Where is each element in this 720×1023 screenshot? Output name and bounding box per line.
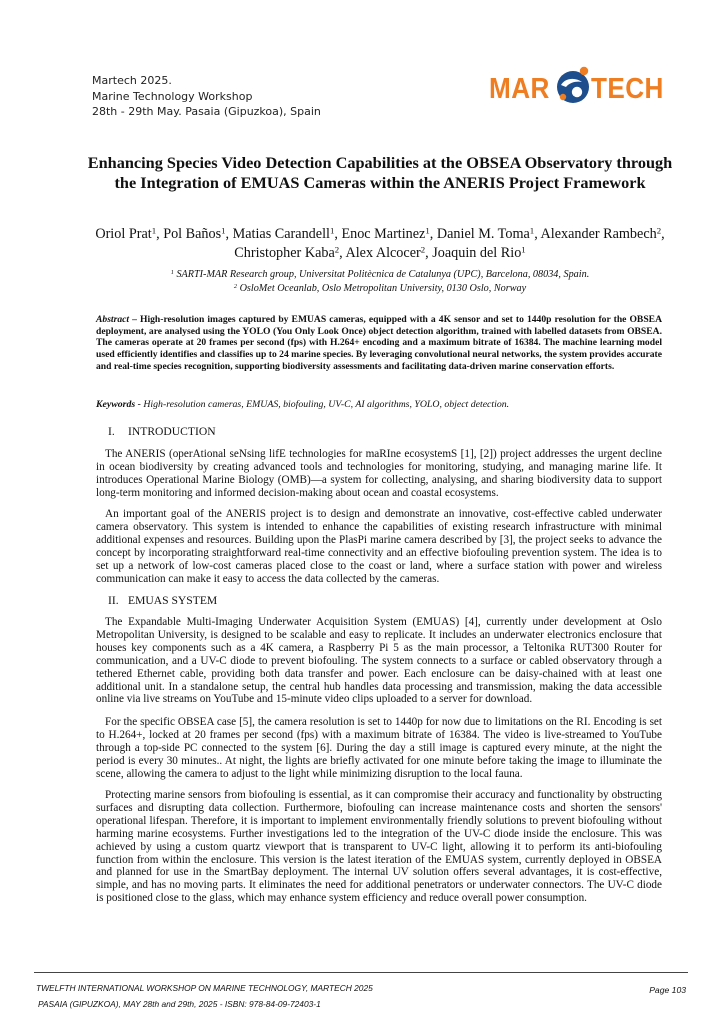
abstract-label: Abstract (96, 314, 130, 325)
conference-header (92, 73, 321, 120)
affiliation-marker: 2 (334, 244, 340, 255)
author-list (80, 225, 680, 263)
author: Joaquin del Rio$^1$ (432, 244, 526, 261)
keywords (96, 399, 662, 411)
author: Matias Carandell$^1$, (232, 225, 342, 242)
affiliation-marker: 1 (329, 225, 335, 236)
affiliation-marker: 1 (521, 244, 526, 255)
abstract (96, 314, 662, 373)
author: Alex Alcocer$^2$, (345, 244, 433, 261)
affiliation-marker: 2 (656, 225, 662, 236)
page-number: Page 103 (649, 985, 686, 995)
paragraph: The Expandable Multi-Imaging Underwater Acquisition System (EMUAS) [4], currently under development at Oslo Metropolitan University, is designed to be scalable and easy to replicate. It includes an underwater electronics enclosure that houses key components such as a 4K camera, a Raspberry Pi 5 as the main processor, a Teltonika RUT300 Router for communication, and a UV-C diode to prevent biofouling. The system connects to a surface or cabled observatory through a tethered Ethernet cable, providing both data transfer and power. Each enclosure can be daisy-chained with at least one additional unit. In a standalone setup, the central hub handles data processing and transmission, making the data accessible online via live streams on YouTube and 15-minute video clips uploaded to a server for download. (96, 616, 662, 706)
abstract-text: – High-resolution images captured by EMUAS cameras, equipped with a 4K sensor and set to 1440p resolution for the OBSEA deployment, are analysed using the YOLO (You Only Look Once) object detection algorithm, trained with labelled datasets from OBSEA. The cameras operate at 20 frames per second (fps) with H.264+ encoding and a maximum bitrate of 16384. The machine learning model used efficiently identifies and classifies up to 24 marine species. By leveraging convolutional neural networks, the system provides accurate and real-time species recognition, supporting biodiversity assessments and facilitating data-driven marine conservation efforts. (96, 314, 662, 372)
conference-name: Martech 2025. (92, 74, 172, 87)
conference-date-location: 28th - 29th May. Pasaia (Gipuzkoa), Spain (92, 105, 321, 118)
author: Enoc Martinez$^1$, (341, 225, 437, 242)
section-heading-introduction: I. INTRODUCTION (108, 425, 216, 438)
affiliation-marker: 1 (151, 225, 157, 236)
martech-logo (488, 64, 666, 110)
workshop-name: Marine Technology Workshop (92, 89, 253, 103)
author: Pol Baños$^1$, (163, 225, 233, 242)
paragraph: An important goal of the ANERIS project is to design and demonstrate an innovative, cost-effective cabled underwater camera observatory. This system is intended to enhance the capabilities of existing research infrastructure with minimal additional expenses and resources. Building upon the PlasPi marine camera described by [3], the project seeks to advance the concept by incorporating straightforward real-time connectivity and an effective biofouling prevention system. The idea is to set up a network of low-cost cameras placed close to the coast or land, where a surface station with power and wireless communication can make it easy to access the data collected by the cameras. (96, 508, 662, 585)
affiliation-marker: 2 (420, 244, 426, 255)
affiliation-marker: 1 (221, 225, 226, 236)
affiliations (80, 268, 680, 296)
affiliation-2: $^2$ OsloMet Oceanlab, Oslo Metropolitan University, 0130 Oslo, Norway (233, 282, 527, 294)
paragraph: For the specific OBSEA case [5], the camera resolution is set to 1440p for now due to limitations on the RI. Encoding is set to H.264+, locked at 20 frames per second (fps) with a maximum bitrate of 16384. The video is live-streamed to YouTube through a top-side PC connected to the system [6]. During the day a still image is captured every minute, at the night the period is every 30 minutes.. At night, the lights are briefly activated for one minute before taking the image to illuminate the scene, allowing the camera to adjust to the light while minimizing disruption to the local fauna. (96, 716, 662, 780)
author: Christopher Kaba$^2$, (234, 244, 346, 261)
paragraph: Protecting marine sensors from biofouling is essential, as it can compromise their accuracy and functionality by obstructing surfaces and disrupting data collection. Furthermore, biofouling can increase maintenance costs and shorten the sensors' operational lifespan. Therefore, it is important to implement environmentally friendly solutions to prevent biofouling without harming marine ecosystems. Further investigations led to the integration of the UV-C diode inside the enclosure. This was achieved by using a custom quartz viewport that is transparent to UV-C light, allowing it to perform its anti-biofouling function from within the enclosure. This version is the latest iteration of the EMUAS system, currently deployed in OBSEA and planned for use in the SmartBay deployment. The internal UV solution offers several advantages, it is cost-effective, simple, and has no moving parts. It eliminates the need for additional penetrators or underwater connectors. The UV-C diode is positioned close to the glass, which may enhance system efficiency and reduce overall power consumption. (96, 789, 662, 905)
footer-isbn-line: PASAIA (GIPUZKOA), MAY 28th and 29th, 2025 - ISBN: 978-84-09-72403-1 (38, 999, 321, 1009)
logo-dolphin-icon (555, 65, 591, 105)
footer-divider (34, 972, 688, 973)
logo-right-text: TECH (591, 73, 664, 105)
keywords-text: High-resolution cameras, EMUAS, biofouling, UV-C, AI algorithms, YOLO, object detection. (140, 399, 510, 410)
affiliation-marker: 1 (425, 225, 430, 236)
section-heading-emuas-system: II. EMUAS SYSTEM (108, 594, 218, 607)
author: Oriol Prat$^1$, (95, 225, 164, 242)
logo-left-text: MAR (489, 73, 550, 105)
paragraph: The ANERIS (operAtional seNsing lifE technologies for maRIne ecosystemS [1], [2]) project addresses the urgent decline in ocean biodiversity by creating advanced tools and technologies for monitoring, studying, and managing marine life. It introduces Operational Marine Biology (OMB)—a system for collecting, analysing, and sharing biodiversity data to support long-term monitoring and informed decision-making about ocean and coastal ecosystems. (96, 448, 662, 499)
paper-title: Enhancing Species Video Detection Capabilities at the OBSEA Observatory through the Integration of EMUAS Cameras within the ANERIS Project Framework (87, 153, 673, 192)
affiliation-1: $^1$ SARTI-MAR Research group, Universitat Politècnica de Catalunya (UPC), Barcelona, 08034, Spain. (170, 268, 590, 280)
keywords-label: Keywords - (96, 399, 141, 410)
affiliation-marker: 1 (529, 225, 535, 236)
author: Daniel M. Toma$^1$, (436, 225, 541, 242)
author: Alexander Rambech$^2$, (540, 225, 665, 242)
footer-workshop-line: TWELFTH INTERNATIONAL WORKSHOP ON MARINE TECHNOLOGY, MARTECH 2025 (36, 983, 373, 993)
